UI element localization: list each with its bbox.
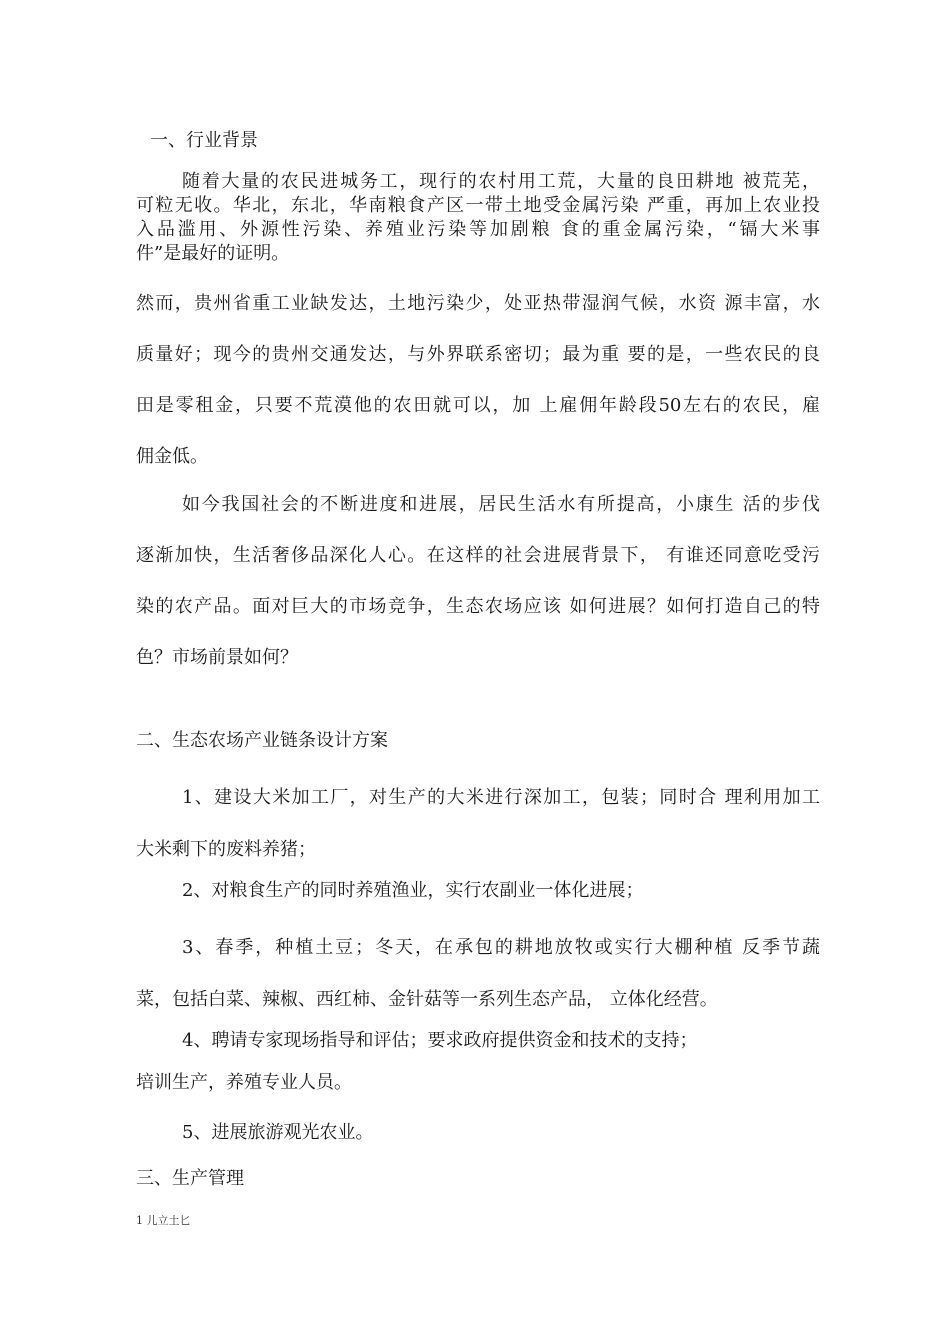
paragraph-3-line-2: 逐渐加快，生活奢侈品深化人心。在这样的社会进展背景下， 有谁还同意吃受污 [136, 545, 820, 566]
paragraph-3-line-1: 如今我国社会的不断进度和进展，居民生活水有所提高，小康生 活的步伐 [182, 494, 820, 515]
paragraph-2-line-1: 然而，贵州省重工业缺发达，土地污染少，处亚热带湿润气候，水资 源丰富，水 [136, 293, 820, 314]
list-item-1-line-2: 大米剩下的废料养猪； [136, 839, 316, 860]
page-footer: 1 儿立土匕 [136, 1214, 191, 1227]
section-heading-3: 三、生产管理 [136, 1168, 244, 1189]
list-item-3-line-1: 3、春季，种植土豆；冬天，在承包的耕地放牧或实行大棚种植 反季节蔬 [182, 937, 820, 958]
list-item-3 [136, 922, 820, 1026]
paragraph-3 [136, 479, 820, 683]
list-item-5: 5、进展旅游观光农业。 [182, 1122, 374, 1143]
paragraph-3-line-3: 染的农产品。面对巨大的市场竞争，生态农场应该 如何进展？如何打造自己的特 [136, 596, 820, 617]
list-item-2: 2、对粮食生产的同时养殖渔业，实行农副业一体化进展； [182, 880, 644, 901]
paragraph-1-line-2: 可粒无收。华北，东北，华南粮食产区一带土地受金属污染 严重，再加上农业投 [136, 195, 820, 216]
list-item-1 [136, 772, 820, 876]
paragraph-2-line-3: 田是零租金，只要不荒漠他的农田就可以，加 上雇佣年龄段50左右的农民，雇 [136, 395, 820, 416]
paragraph-2-line-4: 佣金低。 [136, 446, 208, 467]
section-heading-2: 二、生态农场产业链条设计方案 [136, 730, 388, 751]
paragraph-1-line-1: 随着大量的农民进城务工，现行的农村用工荒，大量的良田耕地 被荒芜， [182, 171, 820, 192]
list-item-1-line-1: 1、建设大米加工厂，对生产的大米进行深加工，包装；同时合 理利用加工 [182, 787, 820, 808]
paragraph-1-line-4: 件”是最好的证明。 [136, 243, 290, 264]
list-item-4-line-2: 培训生产，养殖专业人员。 [136, 1072, 352, 1093]
section-heading-1: 一、行业背景 [150, 130, 258, 151]
list-item-3-line-2: 菜，包括白菜、辣椒、西红柿、金针菇等一系列生态产品， 立体化经营。 [136, 989, 718, 1010]
paragraph-1 [136, 170, 820, 266]
paragraph-3-line-4: 色？市场前景如何？ [136, 647, 298, 668]
paragraph-1-line-3: 入品滥用、外源性污染、养殖业污染等加剧粮 食的重金属污染，“镉大米事 [136, 219, 820, 240]
paragraph-2 [136, 278, 820, 482]
paragraph-2-line-2: 质量好；现今的贵州交通发达，与外界联系密切；最为重 要的是，一些农民的良 [136, 344, 820, 365]
list-item-4-line-1: 4、聘请专家现场指导和评估；要求政府提供资金和技术的支持； [182, 1030, 698, 1051]
